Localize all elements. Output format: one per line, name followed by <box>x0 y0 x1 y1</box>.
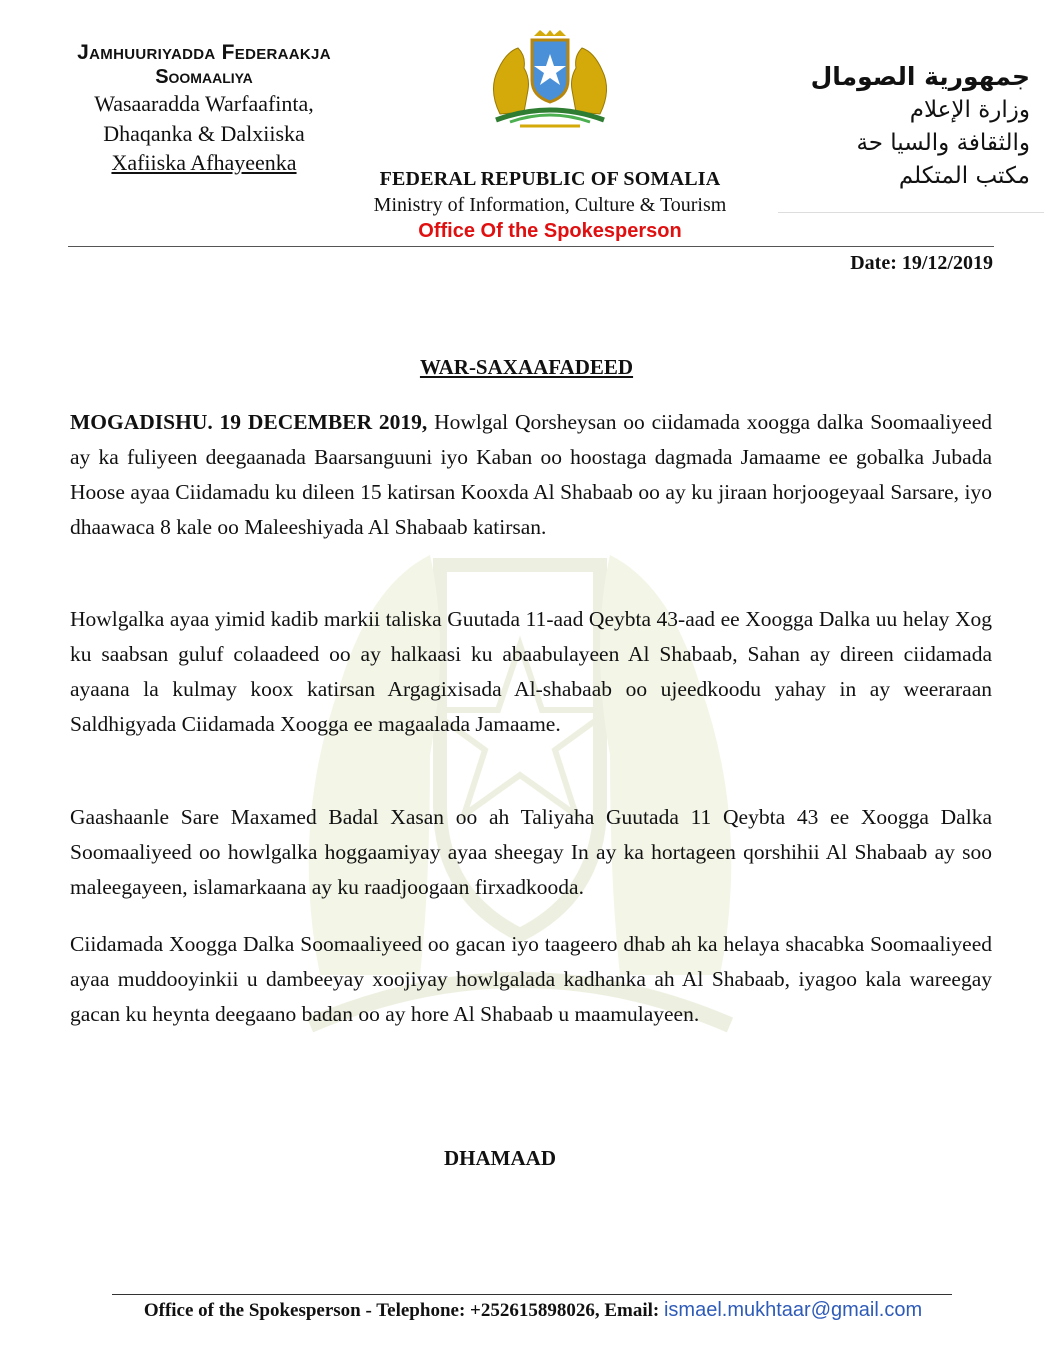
header-right-line3: والثقافة والسيا حة <box>856 130 1030 156</box>
document-title: WAR-SAXAAFADEED <box>419 355 634 379</box>
paragraph-1-lead: MOGADISHU. 19 DECEMBER 2019, <box>70 410 428 434</box>
header-left-line4: Dhaqanka & Dalxiiska <box>103 121 305 146</box>
header-right-divider <box>778 212 1044 213</box>
header-divider <box>68 246 994 247</box>
somalia-coat-of-arms-emblem <box>460 30 640 130</box>
header-left-line2: Soomaaliya <box>155 66 253 88</box>
closing-text: DHAMAAD <box>444 1146 556 1170</box>
header-center-ministry: Ministry of Information, Culture & Tourism <box>373 194 727 216</box>
header-right-line1: جمهورية الصومال <box>810 62 1030 91</box>
header-left-line3: Wasaaradda Warfaafinta, <box>94 91 314 116</box>
header-left-somali <box>14 40 394 177</box>
paragraph-4: Ciidamada Xoogga Dalka Soomaaliyeed oo gacan iyo taageero dhab ah ka helaya shacabka Soomaaliyeed ayaa muddooyinkii u dambeeyay xoojiyay howlgalada kadhanka ah Al Shabaab, iyagoo kala wareegay gacan ku heynta deegaano badan oo ay hore Al Shabaab u maamulayeen. <box>70 932 992 1026</box>
header-right-line4: مكتب المتكلم <box>898 163 1030 189</box>
paragraph-1 <box>70 405 992 545</box>
header-center <box>330 166 770 244</box>
document-date: Date: 19/12/2019 <box>850 252 993 274</box>
header-left-line5: Xafiiska Afhayeenka <box>111 150 297 175</box>
footer-contact: Office of the Spokesperson - Telephone: +252615898026, Email <box>143 1300 653 1321</box>
header-left-line1: Jamhuuriyadda Federaakja <box>77 41 331 64</box>
header-center-title: FEDERAL REPUBLIC OF SOMALIA <box>379 168 721 190</box>
header-right-arabic <box>780 60 1030 193</box>
paragraph-3: Gaashaanle Sare Maxamed Badal Xasan oo ah Taliyaha Guutada 11 Qeybta 43 ee Xoogga Dalka Soomaaliyeed oo howlgalka hoggaamiyay ayaa sheegay In ay ka hortageen qorshihii Al Shabaab ay soo maleegayeen, islamarkaana ay ku raadjoogaan firxadkooda. <box>70 805 992 899</box>
paragraph-1-body: Howlgal Qorsheysan oo ciidamada xoogga dalka Soomaaliyeed ay ka fuliyeen deegaanada Baarsanguuni iyo Kaban oo hoostaga dagmada Jamaame ee gobalka Jubada Hoose ayaa Ciidamadu ku dileen 15 katirsan Kooxda Al Shabaab oo ay ku jiraan horjoogeyaal Sarsare, iyo dhaawaca 8 kale oo Maleeshiyada Al Shabaab katirsan. <box>70 410 992 539</box>
header-right-line2: وزارة الإعلام <box>909 97 1030 123</box>
footer-divider <box>112 1294 952 1295</box>
paragraph-2: Howlgalka ayaa yimid kadib markii taliska Guutada 11-aad Qeybta 43-aad ee Xoogga Dalka uu helay Xog ku saabsan guluf colaadeed oo ay halkaasi ku abaabulayeen Al Shabaab, Sahan ay direen ciidamada ayaana la kulmay koox katirsan Argagixisada Al-shabaab oo ujeedkoodu yahay in ay weeraraan Saldhigyada Ciidamada Xoogga ee magaalada Jamaame. <box>70 607 992 736</box>
footer-email-link[interactable]: ismael.mukhtaar@gmail.com <box>663 1299 923 1321</box>
footer-separator: : <box>652 1300 664 1321</box>
footer <box>0 1296 1053 1325</box>
header-center-office: Office Of the Spokesperson <box>418 220 682 242</box>
